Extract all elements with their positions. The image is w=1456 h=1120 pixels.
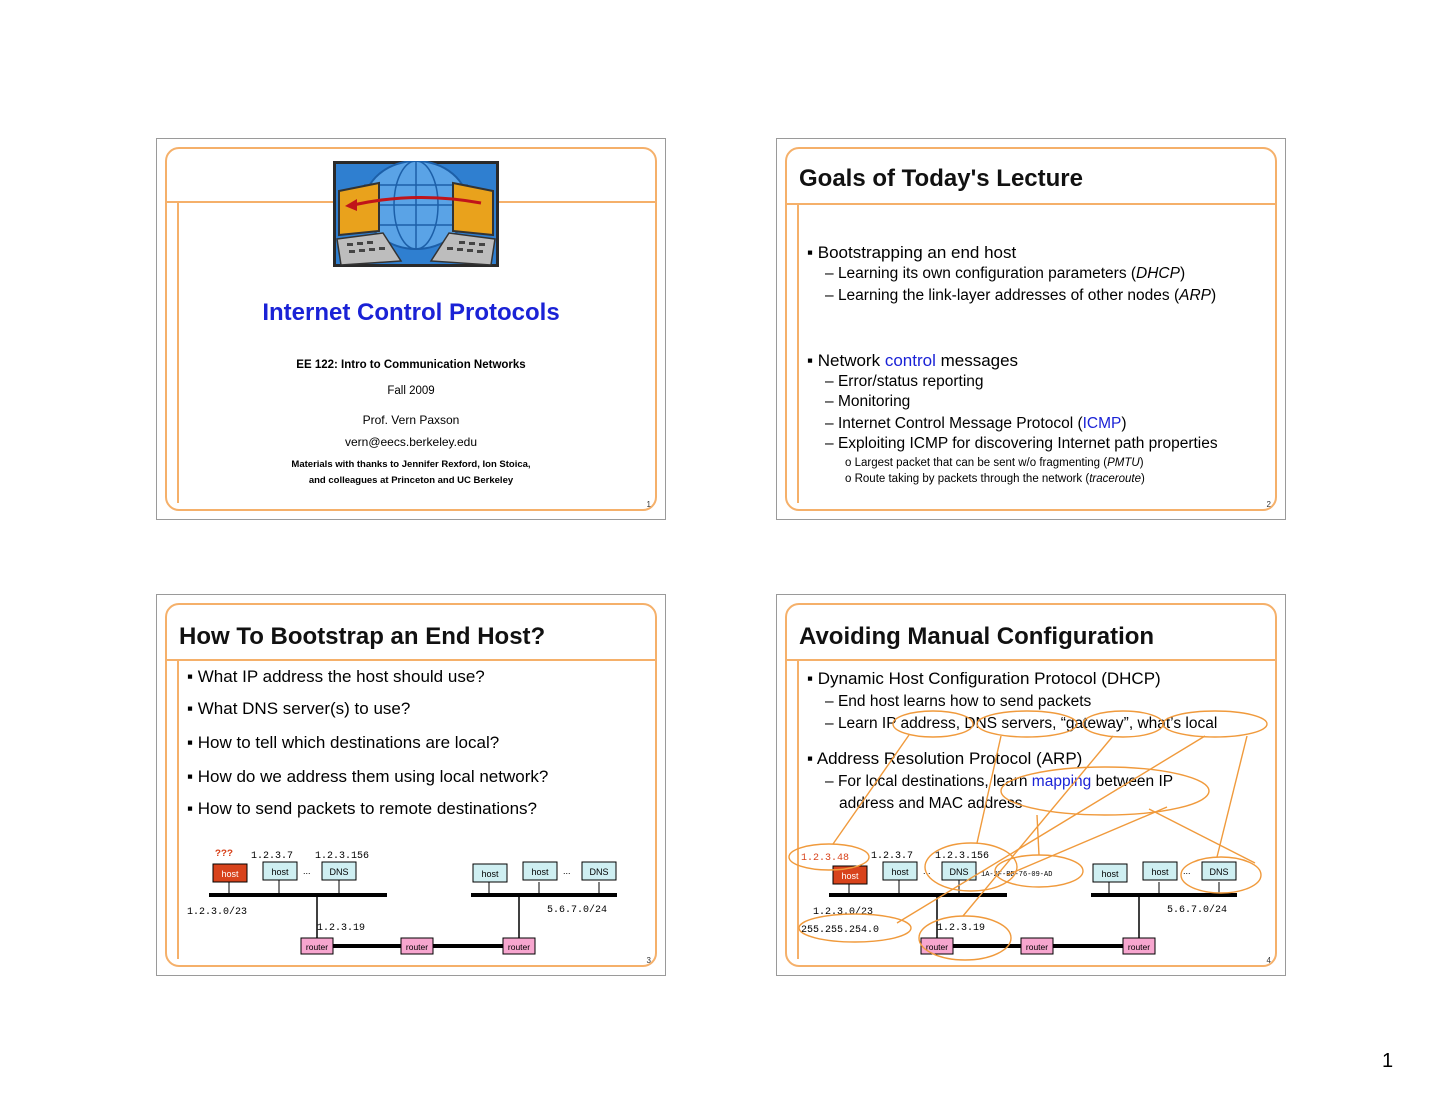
bullet-text: )	[1211, 287, 1217, 304]
subnet-label: 5.6.7.0/24	[1167, 905, 1228, 916]
bullet: ▪ What DNS server(s) to use?	[187, 699, 411, 718]
host-ip-label: 1.2.3.48	[801, 853, 850, 864]
bullet-text: Error/status reporting	[837, 373, 984, 390]
ip-label: 1.2.3.156	[315, 851, 370, 862]
sub-bullet: – Internet Control Message Protocol (ICMP)	[825, 415, 1127, 432]
unknown-ip-label: ???	[215, 849, 234, 860]
gateway-ip-label: 1.2.3.19	[937, 923, 986, 934]
bullet-text: )	[1140, 473, 1145, 485]
dns-box: DNS	[949, 867, 969, 877]
bullet-text: Learn IP address, DNS servers, “gateway”, what’s local	[837, 715, 1218, 732]
sub-bullet: – Exploiting ICMP for discovering Internet path properties	[825, 435, 1218, 452]
bullet-em: traceroute	[1089, 473, 1141, 485]
host-box: host	[1101, 869, 1119, 879]
oval-dns-mac	[995, 855, 1083, 887]
host-box: host	[481, 869, 499, 879]
header-rule	[787, 203, 1275, 205]
router-box: router	[1127, 942, 1151, 952]
course-name: EE 122: Intro to Communication Networks	[296, 359, 526, 371]
slide-1	[156, 138, 666, 520]
ellipsis: ...	[1183, 866, 1191, 876]
network-diagram	[157, 840, 667, 970]
bullet-highlight: mapping	[1031, 773, 1092, 790]
bullet-highlight: control	[884, 351, 936, 370]
bullet: ▪ What IP address the host should use?	[187, 667, 485, 686]
sub-bullet: – Learning its own configuration parameters (DHCP)	[825, 265, 1186, 282]
bullet-text: Learning its own configuration parameters (	[837, 265, 1137, 282]
ip-label: 1.2.3.156	[935, 851, 990, 862]
slide-title: Goals of Today's Lecture	[799, 165, 1083, 192]
bullet-text: Learning the link-layer addresses of other nodes (	[837, 287, 1180, 304]
slide-number: 3	[646, 956, 651, 965]
oval-whats-local	[1163, 711, 1267, 737]
host-box: host	[531, 867, 549, 877]
bullet-em: DHCP	[1136, 265, 1180, 282]
bullet-text: Largest packet that can be sent w/o fragmenting (	[854, 457, 1108, 469]
bullet-text: Internet Control Message Protocol (	[837, 415, 1083, 432]
ellipsis: ...	[923, 866, 931, 876]
bullet: ▪ How to tell which destinations are local?	[187, 733, 500, 752]
bullet-highlight: ICMP	[1082, 415, 1122, 432]
bullet-text: Network	[817, 351, 885, 370]
sub-bullet: – Monitoring	[825, 393, 911, 410]
subnet-mask-label: 255.255.254.0	[801, 925, 880, 936]
bullet-text: How to send packets to remote destinations?	[197, 799, 537, 818]
bullet-text: How do we address them using local network?	[197, 767, 549, 786]
oval-gateway	[1083, 711, 1163, 737]
bullet: ▪ Address Resolution Protocol (ARP)	[807, 749, 1083, 768]
slide-title: Avoiding Manual Configuration	[799, 623, 1155, 650]
sub-bullet: – Learning the link-layer addresses of other nodes (ARP)	[825, 287, 1217, 304]
slide-number: 4	[1266, 956, 1271, 965]
header-rule	[167, 659, 655, 661]
credits-line-2: and colleagues at Princeton and UC Berkeley	[308, 475, 514, 486]
bullet: ▪ Bootstrapping an end host	[807, 243, 1017, 262]
router-box: router	[1025, 942, 1049, 952]
instructor: Prof. Vern Paxson	[362, 413, 460, 427]
dns-box: DNS	[329, 867, 349, 877]
bullet-text: )	[1139, 457, 1144, 469]
side-rule	[797, 205, 799, 503]
bullet-text: Dynamic Host Configuration Protocol (DHCP)	[817, 669, 1161, 688]
slide-number: 2	[1266, 500, 1271, 509]
bullet-text: For local destinations, learn	[837, 773, 1032, 790]
subnet-label: 5.6.7.0/24	[547, 905, 608, 916]
bullet-text: Bootstrapping an end host	[817, 243, 1017, 262]
slide-title: How To Bootstrap an End Host?	[179, 623, 546, 650]
bullet-text: What IP address the host should use?	[197, 667, 485, 686]
router-box: router	[925, 942, 949, 952]
bullet-text: Address Resolution Protocol (ARP)	[816, 749, 1083, 768]
gateway-ip-label: 1.2.3.19	[317, 923, 366, 934]
router-box: router	[507, 942, 531, 952]
bullet-text: between IP	[1091, 773, 1174, 790]
host-box: host	[1151, 867, 1169, 877]
oval-mask	[799, 914, 911, 942]
oval-mapping	[1001, 767, 1209, 815]
sub-bullet: – For local destinations, learn mapping between IP	[825, 773, 1174, 790]
bullet: ▪ Network control messages	[807, 351, 1019, 370]
bullet-text: Monitoring	[837, 393, 911, 410]
network-computers-logo	[333, 161, 499, 267]
bullet-text: )	[1179, 265, 1186, 282]
bullet-em: PMTU	[1107, 457, 1140, 469]
bullet-text: How to tell which destinations are local?	[197, 733, 500, 752]
credits-line-1: Materials with thanks to Jennifer Rexford, Ion Stoica,	[291, 459, 531, 470]
bullet-text: End host learns how to send packets	[837, 693, 1092, 710]
bullet: ▪ Dynamic Host Configuration Protocol (DHCP)	[807, 669, 1161, 688]
bullet-text: Route taking by packets through the network (	[854, 473, 1090, 485]
ellipsis: ...	[563, 866, 571, 876]
mac-label: 1A-2F-BB-76-09-AD	[981, 871, 1053, 879]
slide-2	[776, 138, 1286, 520]
term: Fall 2009	[387, 385, 435, 397]
router-box: router	[405, 942, 429, 952]
oval-gateway-ip	[919, 916, 1011, 960]
sub-bullet: – End host learns how to send packets	[825, 693, 1092, 710]
page-number: 1	[1382, 1050, 1394, 1072]
host-box: host	[271, 867, 289, 877]
sub-sub-bullet: o Largest packet that can be sent w/o fragmenting (PMTU)	[845, 457, 1144, 469]
bullet-text: messages	[935, 351, 1019, 370]
side-rule	[177, 203, 179, 503]
ellipsis: ...	[303, 866, 311, 876]
bullet: ▪ How to send packets to remote destinations?	[187, 799, 537, 818]
slide-number: 1	[646, 500, 651, 509]
host-box: host	[891, 867, 909, 877]
oval-ip-address	[893, 711, 973, 737]
sub-bullet: – Error/status reporting	[825, 373, 984, 390]
sub-sub-bullet: o Route taking by packets through the network (traceroute)	[845, 473, 1145, 485]
dns-box: DNS	[589, 867, 609, 877]
host-box: host	[221, 869, 239, 879]
router-box: router	[305, 942, 329, 952]
slide-title: Internet Control Protocols	[262, 299, 560, 326]
dns-box: DNS	[1209, 867, 1229, 877]
annotation-overlay	[777, 595, 1287, 977]
oval-dns-servers	[977, 711, 1077, 737]
host-box: host	[841, 871, 859, 881]
slide-3	[156, 594, 666, 976]
email: vern@eecs.berkeley.edu	[344, 435, 478, 449]
bullet-text: Exploiting ICMP for discovering Internet path properties	[837, 435, 1218, 452]
ip-label: 1.2.3.7	[871, 851, 914, 862]
slide-4	[776, 594, 1286, 976]
ip-label: 1.2.3.7	[251, 851, 294, 862]
bullet-em: ARP	[1179, 287, 1212, 304]
subnet-label: 1.2.3.0/23	[187, 907, 248, 918]
sub-bullet: – Learn IP address, DNS servers, “gateway”, what’s local	[825, 715, 1218, 732]
bullet-text: )	[1121, 415, 1127, 432]
subnet-label: 1.2.3.0/23	[813, 907, 874, 918]
oval-host-ip	[789, 844, 869, 870]
oval-dns-remote	[1181, 857, 1261, 893]
sub-bullet-cont: address and MAC address	[839, 795, 1023, 812]
bullet-text: What DNS server(s) to use?	[197, 699, 411, 718]
bullet: ▪ How do we address them using local network?	[187, 767, 549, 786]
